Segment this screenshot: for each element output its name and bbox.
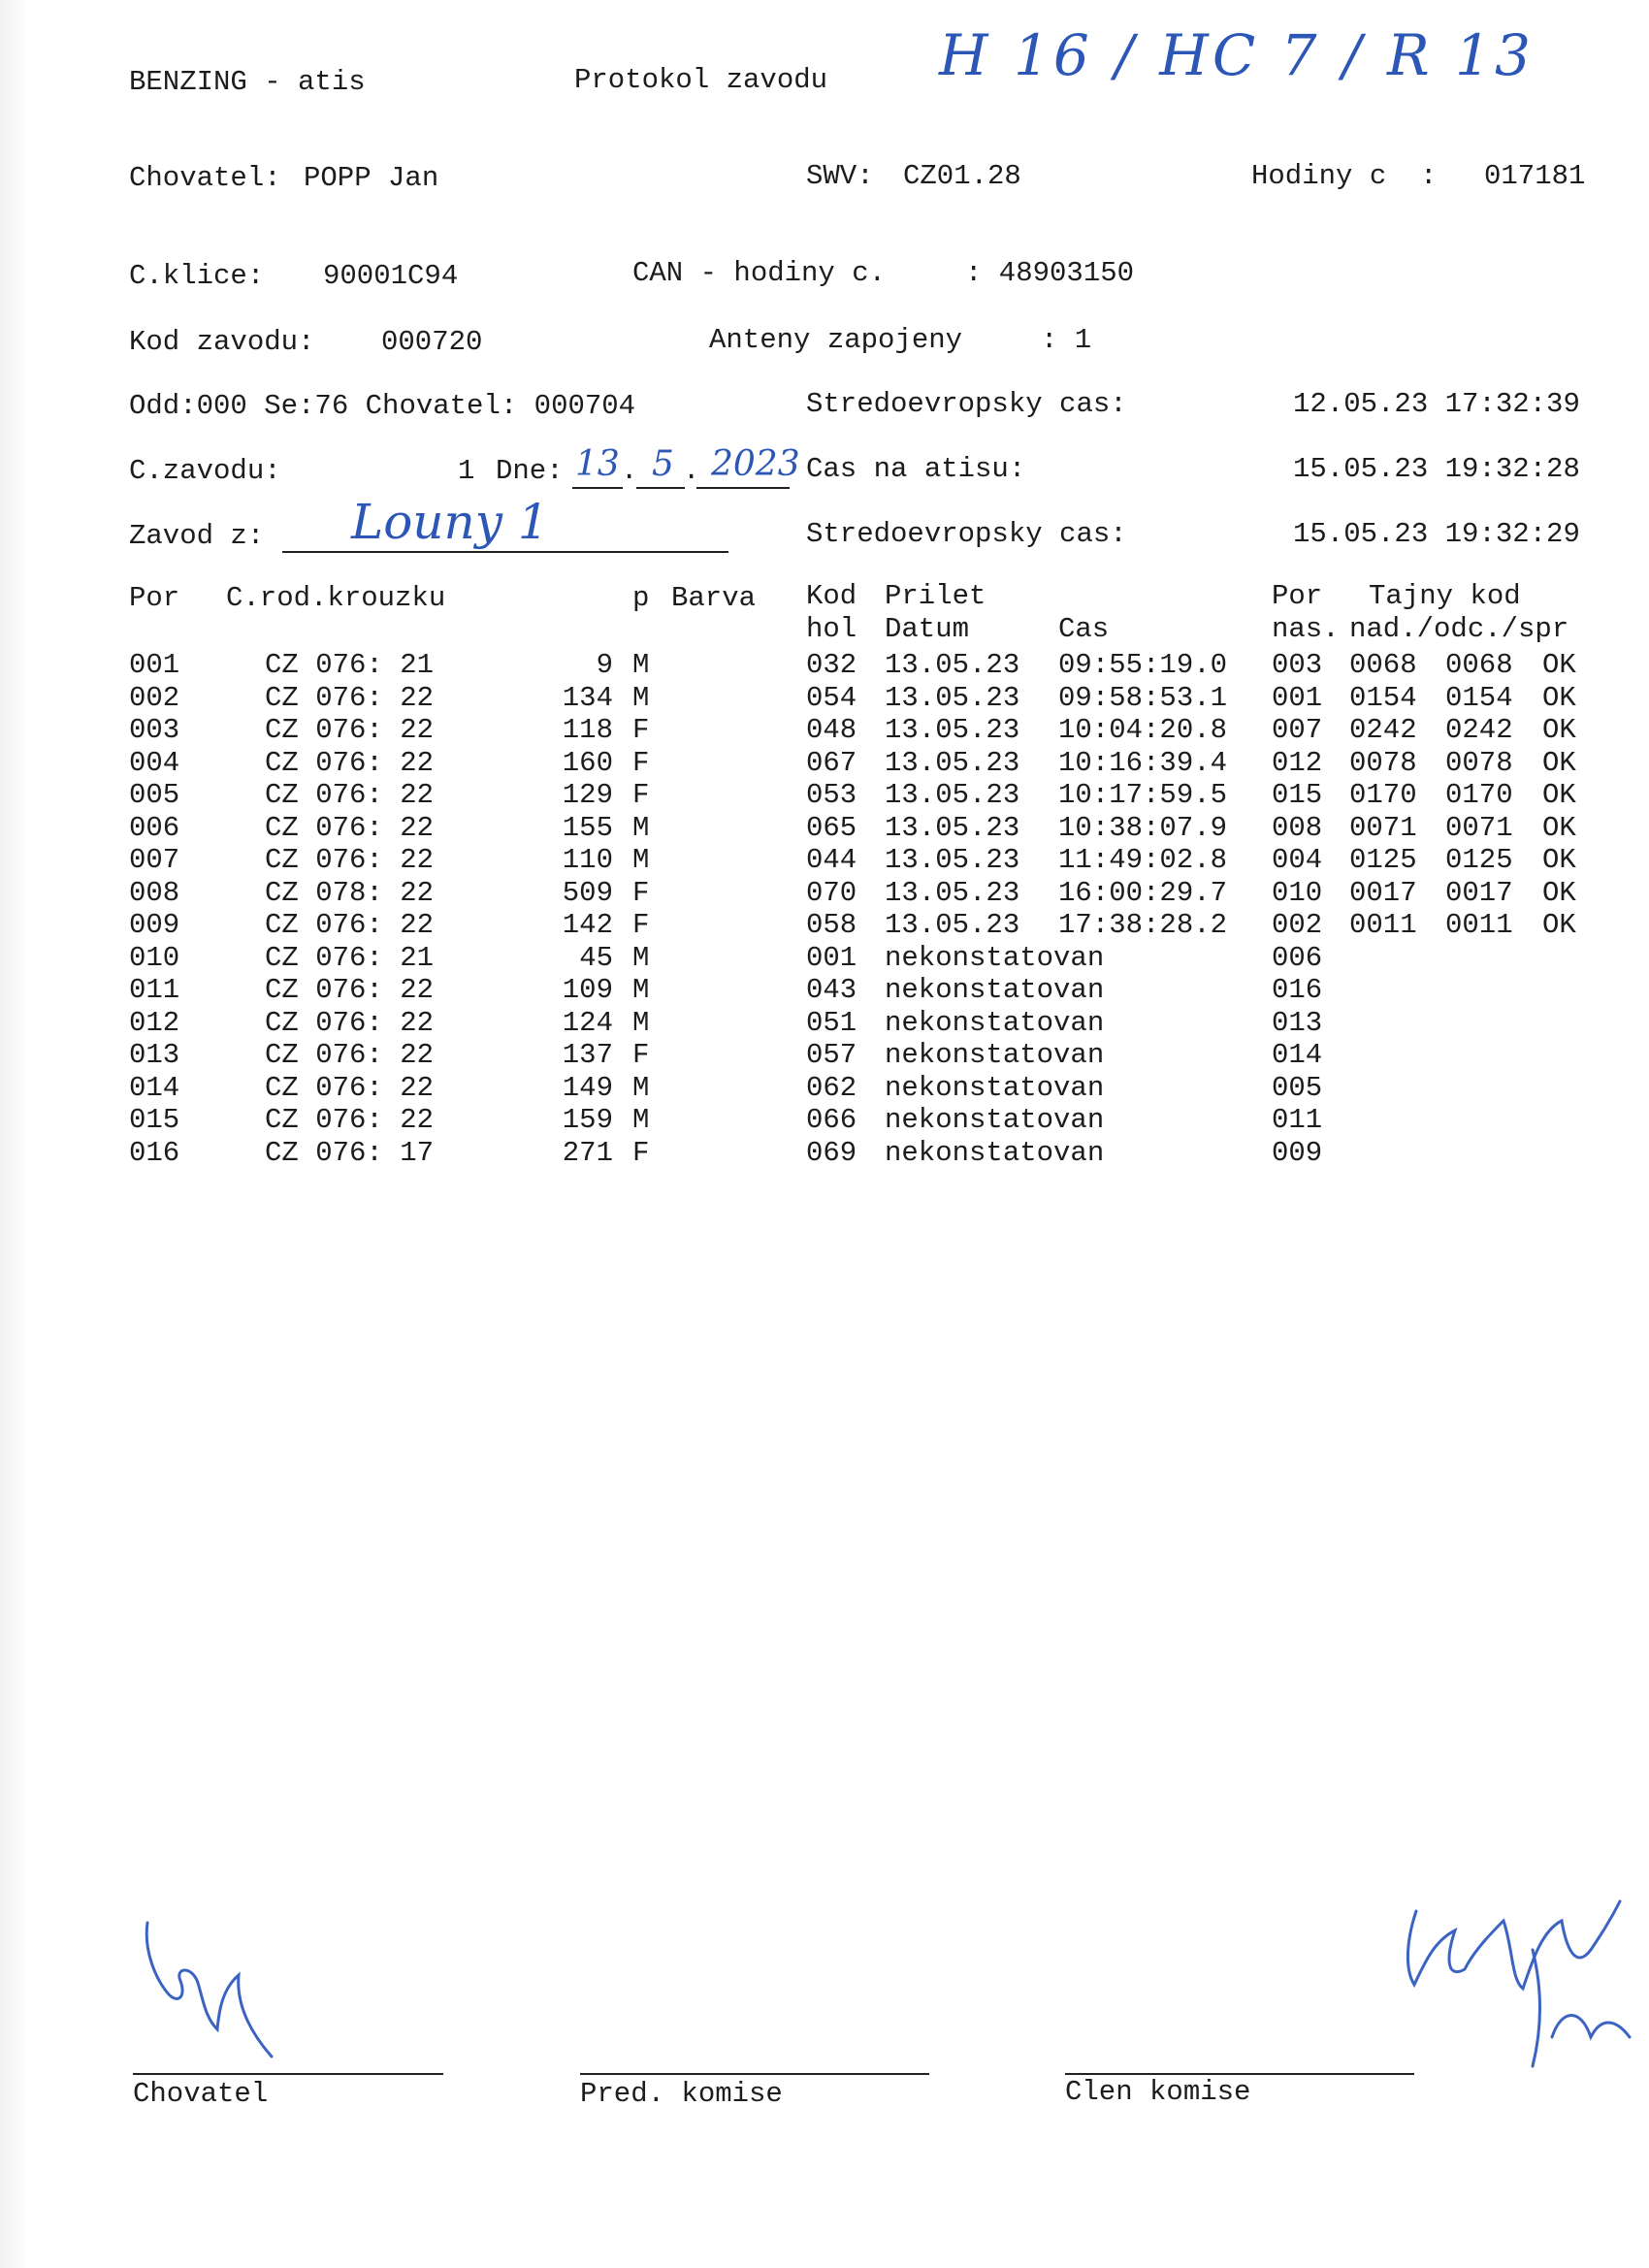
cell-sex-row-9: F <box>632 909 650 941</box>
member-signature-label: Clen komise <box>1065 2076 1251 2108</box>
cell-code1-row-2: 0154 <box>1349 681 1417 714</box>
date-dot-1: . <box>621 455 638 487</box>
cell-por-row-3: 003 <box>129 714 180 746</box>
header-prilet: Prilet <box>885 580 986 612</box>
cell-date-row-8: 13.05.23 <box>885 876 1020 909</box>
cell-num-row-11: 109 <box>562 974 613 1006</box>
cell-time-row-11 <box>1058 974 1227 1007</box>
column-sex <box>632 649 649 1169</box>
cell-num-row-13: 137 <box>562 1039 613 1071</box>
cell-num-row-7: 110 <box>562 844 613 876</box>
cell-time-row-10 <box>1058 942 1227 975</box>
cell-num-row-2: 134 <box>562 681 613 714</box>
cell-nas-row-4: 012 <box>1272 746 1323 779</box>
cell-por-row-14: 014 <box>129 1071 180 1104</box>
cell-ring-row-10: CZ 076: 21 <box>265 941 435 974</box>
cell-code2-row-6: 0071 <box>1445 811 1513 844</box>
cell-time-row-1: 09:55:19.0 <box>1058 649 1228 681</box>
date-day-line <box>572 487 623 489</box>
cell-por-row-2: 002 <box>129 681 180 714</box>
cell-date-row-14: nekonstatovan <box>885 1071 1105 1104</box>
cell-sex-row-13: F <box>632 1039 650 1071</box>
cell-sex-row-16: F <box>632 1136 650 1169</box>
breeder-value: POPP Jan <box>304 162 439 194</box>
race-code-label: Kod zavodu: <box>129 326 315 358</box>
antennas-value: : 1 <box>1041 324 1092 356</box>
cell-code1-row-9: 0011 <box>1349 909 1417 941</box>
cell-num-row-6: 155 <box>562 811 613 844</box>
atis-time-value: 15.05.23 19:32:28 <box>1293 453 1580 485</box>
handwritten-reference: H 16 / HC 7 / R 13 <box>939 22 1535 88</box>
cell-nas-row-7: 004 <box>1272 844 1323 876</box>
atis-time-label: Cas na atisu: <box>806 453 1026 485</box>
header-kod: Kod <box>806 580 857 612</box>
can-value: : 48903150 <box>965 257 1135 289</box>
cell-time-row-8: 16:00:29.7 <box>1058 876 1228 909</box>
clock-value: 017181 <box>1484 160 1586 192</box>
cell-time-row-3: 10:04:20.8 <box>1058 714 1228 746</box>
date-month-line <box>636 487 685 489</box>
cell-ring-row-4: CZ 076: 22 <box>265 746 435 779</box>
brand-name: BENZING - atis <box>129 66 366 98</box>
cell-status-row-8: OK <box>1542 876 1576 909</box>
cell-status-row-11 <box>1542 974 1576 1007</box>
cell-sex-row-8: F <box>632 876 650 909</box>
cell-por-row-15: 015 <box>129 1104 180 1136</box>
cell-sex-row-11: M <box>632 974 650 1006</box>
cell-time-row-2: 09:58:53.1 <box>1058 681 1228 714</box>
cell-nas-row-8: 010 <box>1272 876 1323 909</box>
cell-kod-row-5: 053 <box>806 779 857 811</box>
cet2-value: 15.05.23 19:32:29 <box>1293 518 1580 550</box>
cell-date-row-7: 13.05.23 <box>885 844 1020 876</box>
cell-code2-row-12 <box>1445 1007 1513 1040</box>
cell-ring-row-16: CZ 076: 17 <box>265 1136 435 1169</box>
cell-status-row-12 <box>1542 1007 1576 1040</box>
cell-ring-row-1: CZ 076: 21 <box>265 649 435 681</box>
cell-kod-row-14: 062 <box>806 1071 857 1104</box>
cell-time-row-4: 10:16:39.4 <box>1058 746 1228 779</box>
cell-code2-row-16 <box>1445 1137 1513 1170</box>
race-from-line <box>282 551 728 553</box>
date-label: Dne: <box>496 455 564 487</box>
cell-date-row-13: nekonstatovan <box>885 1039 1105 1071</box>
cell-date-row-3: 13.05.23 <box>885 714 1020 746</box>
chairman-signature-label: Pred. komise <box>580 2078 783 2110</box>
cell-kod-row-10: 001 <box>806 941 857 974</box>
cell-code2-row-11 <box>1445 974 1513 1007</box>
cell-ring-row-9: CZ 076: 22 <box>265 909 435 941</box>
cell-date-row-9: 13.05.23 <box>885 909 1020 941</box>
date-day: 13 <box>575 444 620 484</box>
cell-ring-row-2: CZ 076: 22 <box>265 681 435 714</box>
cell-date-row-11: nekonstatovan <box>885 974 1105 1006</box>
cell-status-row-16 <box>1542 1137 1576 1170</box>
cell-time-row-13 <box>1058 1039 1227 1072</box>
key-value: 90001C94 <box>323 260 459 292</box>
cet1-label: Stredoevropsky cas: <box>806 388 1127 420</box>
cell-kod-row-16: 069 <box>806 1136 857 1169</box>
scan-edge-shadow <box>0 0 25 2268</box>
cell-code1-row-16 <box>1349 1137 1417 1170</box>
cell-nas-row-9: 002 <box>1272 909 1323 941</box>
cell-nas-row-10: 006 <box>1272 941 1323 974</box>
cell-code2-row-7: 0125 <box>1445 844 1513 876</box>
cell-num-row-16: 271 <box>562 1136 613 1169</box>
cell-status-row-14 <box>1542 1072 1576 1105</box>
cell-code1-row-8: 0017 <box>1349 876 1417 909</box>
cell-por-row-9: 009 <box>129 909 180 941</box>
cell-num-row-1: 9 <box>596 649 613 681</box>
cell-code1-row-11 <box>1349 974 1417 1007</box>
date-month: 5 <box>652 444 674 484</box>
cet2-label: Stredoevropsky cas: <box>806 518 1127 550</box>
cell-sex-row-1: M <box>632 649 650 681</box>
cell-nas-row-13: 014 <box>1272 1039 1323 1071</box>
document-title: Protokol zavodu <box>574 64 828 96</box>
cell-kod-row-7: 044 <box>806 844 857 876</box>
column-por <box>129 649 179 1169</box>
cell-num-row-14: 149 <box>562 1071 613 1104</box>
cell-time-row-6: 10:38:07.9 <box>1058 811 1228 844</box>
cell-code1-row-13 <box>1349 1039 1417 1072</box>
cell-kod-row-2: 054 <box>806 681 857 714</box>
cell-status-row-7: OK <box>1542 844 1576 876</box>
date-year: 2023 <box>711 444 800 484</box>
cell-por-row-7: 007 <box>129 844 180 876</box>
cell-time-row-5: 10:17:59.5 <box>1058 779 1228 811</box>
cell-ring-row-3: CZ 076: 22 <box>265 714 435 746</box>
cell-status-row-5: OK <box>1542 779 1576 811</box>
column-time <box>1058 649 1227 1169</box>
column-ring-number <box>543 649 613 1169</box>
cell-nas-row-11: 016 <box>1272 974 1323 1006</box>
cell-num-row-5: 129 <box>562 779 613 811</box>
cell-code2-row-4: 0078 <box>1445 746 1513 779</box>
header-tajny-2: nad./odc./spr <box>1349 613 1569 645</box>
cell-code1-row-7: 0125 <box>1349 844 1417 876</box>
cell-code2-row-10 <box>1445 942 1513 975</box>
cell-por-row-6: 006 <box>129 811 180 844</box>
cell-sex-row-4: F <box>632 746 650 779</box>
cell-code2-row-14 <box>1445 1072 1513 1105</box>
cell-date-row-5: 13.05.23 <box>885 779 1020 811</box>
cell-code1-row-12 <box>1349 1007 1417 1040</box>
cell-code1-row-3: 0242 <box>1349 714 1417 746</box>
column-kod <box>806 649 857 1169</box>
cell-por-row-4: 004 <box>129 746 180 779</box>
cell-code1-row-6: 0071 <box>1349 811 1417 844</box>
cell-status-row-2: OK <box>1542 681 1576 714</box>
cell-por-row-13: 013 <box>129 1039 180 1071</box>
member-signature-line <box>1065 2073 1414 2075</box>
cell-status-row-4: OK <box>1542 746 1576 779</box>
cell-num-row-10: 45 <box>579 941 613 974</box>
cell-ring-row-14: CZ 076: 22 <box>265 1071 435 1104</box>
cell-status-row-9: OK <box>1542 909 1576 941</box>
cell-sex-row-7: M <box>632 844 650 876</box>
cell-date-row-15: nekonstatovan <box>885 1104 1105 1136</box>
cell-nas-row-16: 009 <box>1272 1136 1323 1169</box>
header-por: Por <box>129 582 180 614</box>
column-por-nas <box>1272 649 1322 1169</box>
cell-time-row-7: 11:49:02.8 <box>1058 844 1228 876</box>
cell-sex-row-3: F <box>632 714 650 746</box>
cell-kod-row-1: 032 <box>806 649 857 681</box>
column-status <box>1542 649 1576 1169</box>
cell-ring-row-12: CZ 076: 22 <box>265 1006 435 1039</box>
swv-value: CZ01.28 <box>903 160 1021 192</box>
cell-date-row-10: nekonstatovan <box>885 941 1105 974</box>
cell-kod-row-12: 051 <box>806 1006 857 1039</box>
cell-code1-row-4: 0078 <box>1349 746 1417 779</box>
cell-num-row-4: 160 <box>562 746 613 779</box>
column-code1 <box>1349 649 1417 1169</box>
race-from-label: Zavod z: <box>129 520 265 552</box>
swv-label: SWV: <box>806 160 874 192</box>
cell-kod-row-15: 066 <box>806 1104 857 1136</box>
cell-nas-row-1: 003 <box>1272 649 1323 681</box>
cell-nas-row-15: 011 <box>1272 1104 1323 1136</box>
header-tajny-1: Tajny kod <box>1369 580 1521 612</box>
cell-date-row-1: 13.05.23 <box>885 649 1020 681</box>
cell-date-row-6: 13.05.23 <box>885 811 1020 844</box>
cell-num-row-3: 118 <box>562 714 613 746</box>
header-hol: hol <box>806 613 857 645</box>
cell-kod-row-6: 065 <box>806 811 857 844</box>
header-por-nas-1: Por <box>1272 580 1323 612</box>
cell-time-row-9: 17:38:28.2 <box>1058 909 1228 941</box>
cell-por-row-16: 016 <box>129 1136 180 1169</box>
cell-num-row-9: 142 <box>562 909 613 941</box>
header-por-nas-2: nas. <box>1272 613 1340 645</box>
race-from-value: Louny 1 <box>351 494 549 550</box>
odd-line: Odd:000 Se:76 Chovatel: 000704 <box>129 390 636 422</box>
cell-ring-row-11: CZ 076: 22 <box>265 974 435 1006</box>
antennas-label: Anteny zapojeny <box>709 324 963 356</box>
cell-time-row-16 <box>1058 1137 1227 1170</box>
cell-ring-row-8: CZ 078: 22 <box>265 876 435 909</box>
breeder-signature-label: Chovatel <box>133 2078 269 2110</box>
cell-sex-row-5: F <box>632 779 650 811</box>
breeder-signature <box>136 1911 291 2066</box>
cell-code1-row-1: 0068 <box>1349 649 1417 681</box>
column-code2 <box>1445 649 1513 1169</box>
column-ring <box>265 649 434 1169</box>
date-dot-2: . <box>683 455 700 487</box>
header-cas: Cas <box>1058 613 1110 645</box>
cell-kod-row-3: 048 <box>806 714 857 746</box>
cell-kod-row-4: 067 <box>806 746 857 779</box>
cell-num-row-15: 159 <box>562 1104 613 1136</box>
cell-status-row-13 <box>1542 1039 1576 1072</box>
cell-status-row-6: OK <box>1542 811 1576 844</box>
header-ring: C.rod.krouzku <box>226 582 446 614</box>
key-label: C.klice: <box>129 260 265 292</box>
cell-time-row-14 <box>1058 1072 1227 1105</box>
cell-time-row-12 <box>1058 1007 1227 1040</box>
cell-ring-row-15: CZ 076: 22 <box>265 1104 435 1136</box>
cell-code2-row-2: 0154 <box>1445 681 1513 714</box>
cell-por-row-11: 011 <box>129 974 180 1006</box>
cell-date-row-2: 13.05.23 <box>885 681 1020 714</box>
cell-code1-row-14 <box>1349 1072 1417 1105</box>
cell-time-row-15 <box>1058 1104 1227 1137</box>
cell-kod-row-13: 057 <box>806 1039 857 1071</box>
header-sex: p <box>632 582 650 614</box>
cell-nas-row-14: 005 <box>1272 1071 1323 1104</box>
cell-status-row-1: OK <box>1542 649 1576 681</box>
cell-code2-row-9: 0011 <box>1445 909 1513 941</box>
cell-code2-row-15 <box>1445 1104 1513 1137</box>
cell-code2-row-1: 0068 <box>1445 649 1513 681</box>
cell-sex-row-12: M <box>632 1006 650 1039</box>
cell-date-row-16: nekonstatovan <box>885 1136 1105 1169</box>
cell-sex-row-10: M <box>632 941 650 974</box>
cell-code2-row-5: 0170 <box>1445 779 1513 811</box>
race-no-label: C.zavodu: <box>129 455 281 487</box>
cell-status-row-15 <box>1542 1104 1576 1137</box>
committee-signature <box>1397 1892 1639 2086</box>
cell-nas-row-6: 008 <box>1272 811 1323 844</box>
cell-nas-row-3: 007 <box>1272 714 1323 746</box>
cell-num-row-12: 124 <box>562 1006 613 1039</box>
cell-kod-row-9: 058 <box>806 909 857 941</box>
race-code-value: 000720 <box>381 326 483 358</box>
cell-code1-row-5: 0170 <box>1349 779 1417 811</box>
cell-status-row-3: OK <box>1542 714 1576 746</box>
cell-nas-row-2: 001 <box>1272 681 1323 714</box>
cell-date-row-12: nekonstatovan <box>885 1006 1105 1039</box>
can-label: CAN - hodiny c. <box>632 257 887 289</box>
cell-por-row-8: 008 <box>129 876 180 909</box>
cell-code1-row-10 <box>1349 942 1417 975</box>
cell-por-row-10: 010 <box>129 941 180 974</box>
cell-sex-row-15: M <box>632 1104 650 1136</box>
cell-por-row-12: 012 <box>129 1006 180 1039</box>
cell-kod-row-8: 070 <box>806 876 857 909</box>
cell-code2-row-3: 0242 <box>1445 714 1513 746</box>
cell-nas-row-12: 013 <box>1272 1006 1323 1039</box>
cell-sex-row-2: M <box>632 681 650 714</box>
cet1-value: 12.05.23 17:32:39 <box>1293 388 1580 420</box>
cell-status-row-10 <box>1542 942 1576 975</box>
cell-ring-row-6: CZ 076: 22 <box>265 811 435 844</box>
cell-num-row-8: 509 <box>562 876 613 909</box>
cell-sex-row-14: M <box>632 1071 650 1104</box>
cell-ring-row-5: CZ 076: 22 <box>265 779 435 811</box>
cell-ring-row-7: CZ 076: 22 <box>265 844 435 876</box>
clock-label: Hodiny c : <box>1251 160 1438 192</box>
breeder-label: Chovatel: <box>129 162 281 194</box>
cell-kod-row-11: 043 <box>806 974 857 1006</box>
cell-code1-row-15 <box>1349 1104 1417 1137</box>
date-year-line <box>696 487 790 489</box>
breeder-signature-line <box>133 2073 443 2075</box>
cell-code2-row-8: 0017 <box>1445 876 1513 909</box>
cell-code2-row-13 <box>1445 1039 1513 1072</box>
header-color: Barva <box>671 582 757 614</box>
cell-date-row-4: 13.05.23 <box>885 746 1020 779</box>
cell-por-row-1: 001 <box>129 649 180 681</box>
cell-ring-row-13: CZ 076: 22 <box>265 1039 435 1071</box>
chairman-signature-line <box>580 2073 929 2075</box>
cell-nas-row-5: 015 <box>1272 779 1323 811</box>
cell-por-row-5: 005 <box>129 779 180 811</box>
cell-sex-row-6: M <box>632 811 650 844</box>
race-no-value: 1 <box>458 455 475 487</box>
header-datum: Datum <box>885 613 970 645</box>
